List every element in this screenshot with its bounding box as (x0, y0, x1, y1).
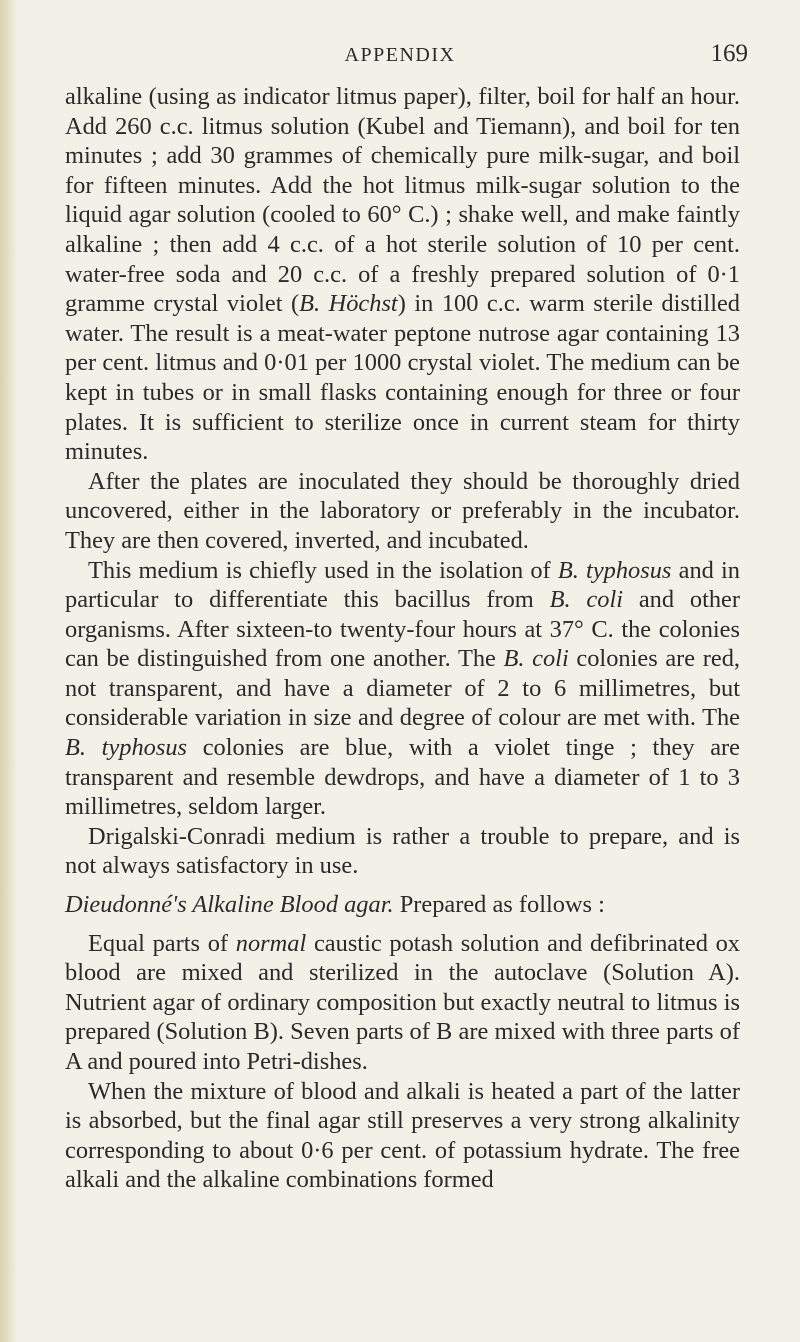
paragraph-6 (65, 929, 740, 1077)
paragraph-1 (65, 82, 740, 467)
p6-part-c: caustic potash solution and defibrinated ox blood are mixed and sterilized in the autoclave (Solution A). Nutrient agar of ordinary composition but exactly neutral to litmus is prepared (Solution B). Seven parts of B are mixed with three parts of A and poured into Petri-dishes. (65, 929, 740, 1075)
paragraph-1-italic: B. Höchst (299, 290, 398, 318)
p3-part-d: B. coli (549, 586, 624, 614)
paragraph-2: After the plates are inoculated they should be thoroughly dried uncovered, either in the laboratory or preferably in the incubator. They are then covered, inverted, and incubated. (65, 467, 740, 554)
p3-part-g: colonies are red, not transparent, and have a diameter of 2 to 6 millimetres, but considerable variation in size and degree of colour are met with. The (65, 645, 741, 732)
paragraph-5 (65, 890, 740, 920)
p3-part-e: and other organisms. After sixteen-to twenty-four hours at 37° C. the colonies can be distinguished from one another. The (65, 586, 740, 673)
page-header (0, 40, 800, 80)
p3-part-h: B. typhosus (65, 734, 188, 762)
p3-part-c: and in particular to differentiate this bacillus from (65, 556, 741, 614)
p6-part-b: normal (235, 929, 307, 957)
paragraph-7: When the mixture of blood and alkali is heated a part of the latter is absorbed, but the final agar still preserves a very strong alkalinity corresponding to about 0·6 per cent. of potassium hydrate. The free alkali and the alkaline combinations formed (65, 1077, 740, 1194)
page-edge-shadow (0, 0, 18, 1342)
page-number: 169 (710, 40, 748, 67)
p6-part-a: Equal parts of (88, 929, 236, 957)
paragraph-1-end: ) in 100 c.c. warm sterile distilled water. The result is a meat-water peptone nutrose agar containing 13 per cent. litmus and 0·01 per 1000 crystal violet. The medium can be kept in tubes or in small flasks containing enough for three or four plates. It is sufficient to sterilize once in current steam for thirty minutes. (65, 290, 740, 466)
p3-part-i: colonies are blue, with a violet tinge ; they are transparent and resemble dewdrops, and have a diameter of 1 to 3 millimetres, seldom larger. (65, 734, 740, 821)
p3-part-f: B. coli (503, 645, 569, 673)
paragraph-1-text: alkaline (using as indicator litmus paper), filter, boil for half an hour. Add 260 c.c. litmus solution (Kubel and Tiemann), and boil for ten minutes ; add 30 grammes of chemically pure milk-sugar, and boil for fifteen minutes. Add the hot litmus milk-sugar solution to the liquid agar solution (cooled to 60° C.) ; shake well, and make faintly alkaline ; then add 4 c.c. of a hot sterile solution of 10 per cent. water-free soda and 20 c.c. of a freshly prepared solution of 0·1 gramme crystal violet ( (65, 83, 740, 318)
p3-part-b: B. typhosus (557, 556, 672, 584)
paragraph-4: Drigalski-Conradi medium is rather a trouble to prepare, and is not always satisfactory in use. (65, 822, 740, 880)
paragraph-5-text: Prepared as follows : (393, 891, 605, 919)
paragraph-3 (65, 556, 740, 822)
running-head: APPENDIX (344, 44, 456, 66)
p3-part-a: This medium is chiefly used in the isolation of (88, 556, 558, 584)
section-heading: Dieudonné's Alkaline Blood agar. (65, 891, 394, 919)
body-text (65, 82, 740, 1195)
